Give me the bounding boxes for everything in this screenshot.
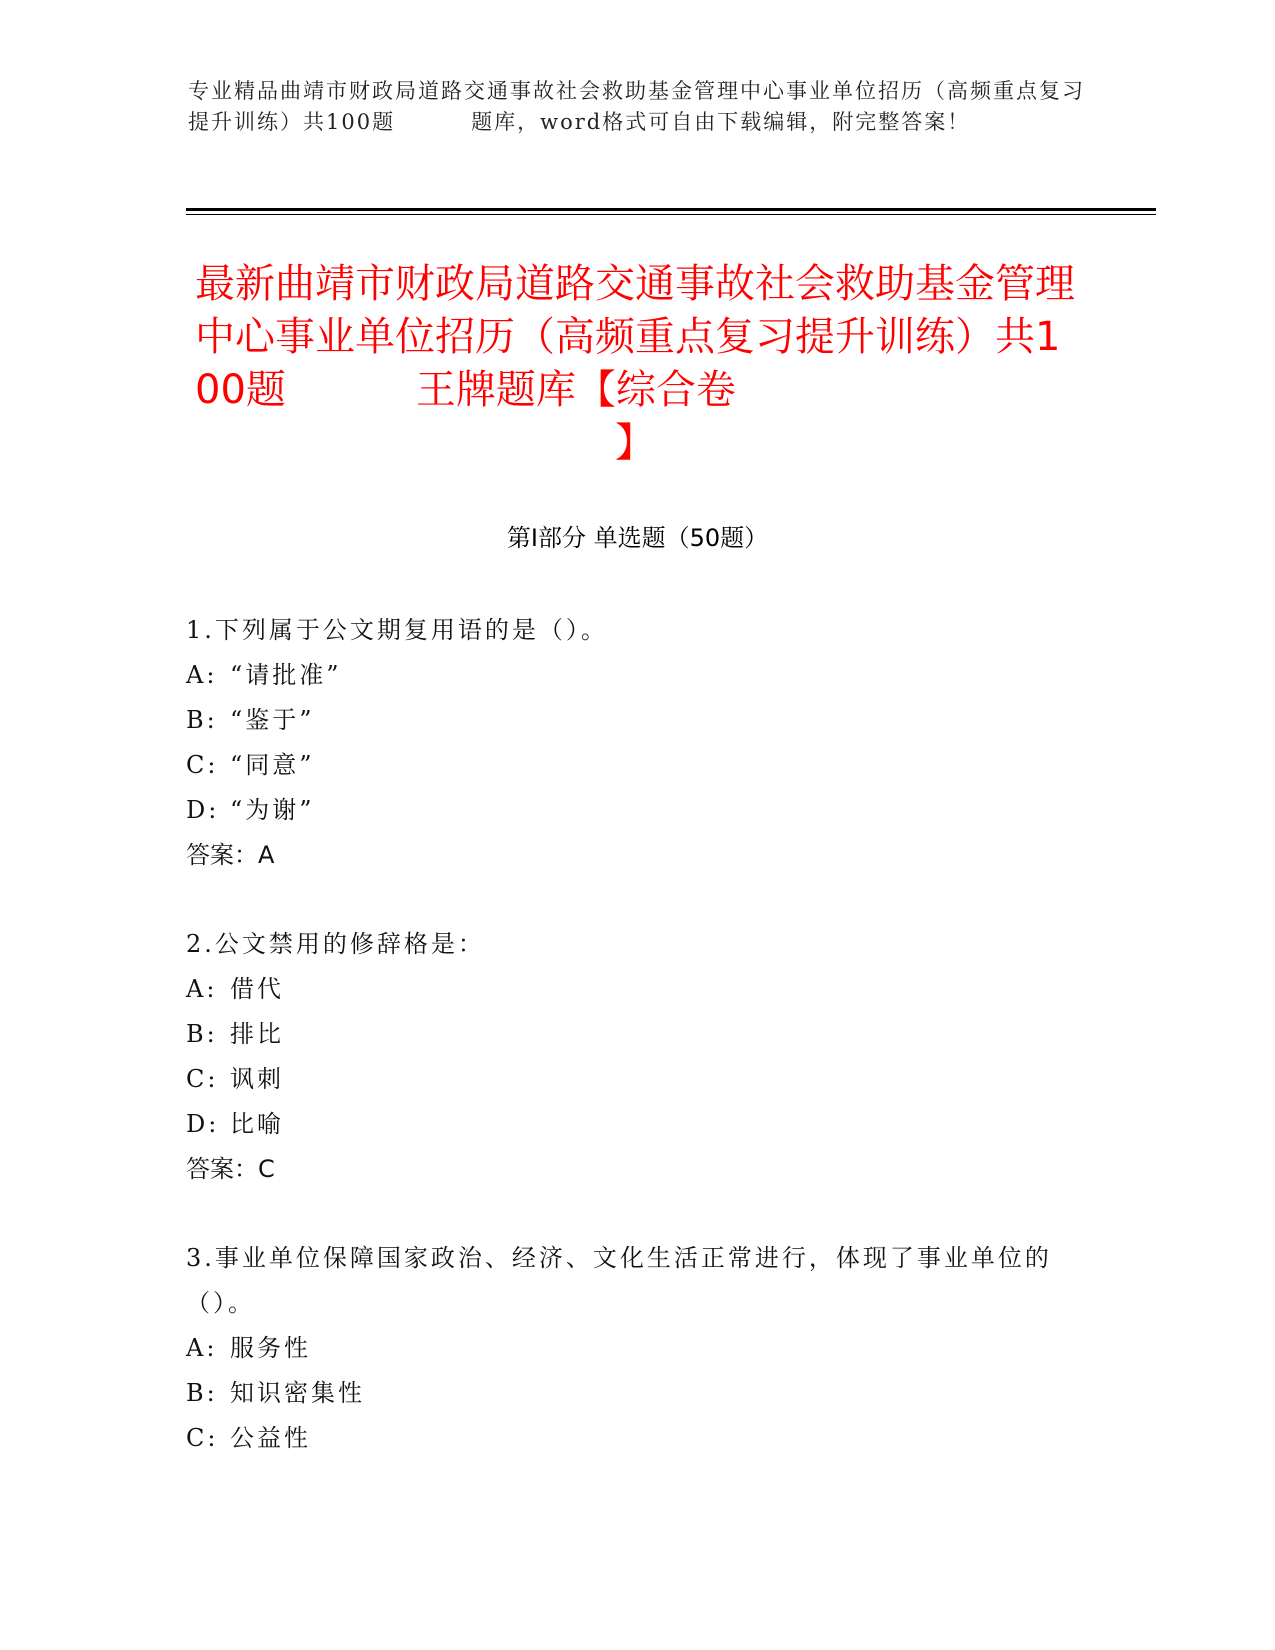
- option-text: “请批准”: [230, 661, 342, 689]
- header-rule-thin: [186, 214, 1156, 215]
- option-label: B:: [186, 1020, 218, 1048]
- option-b: [186, 698, 1066, 743]
- option-d: [186, 1102, 1066, 1147]
- question-2: [186, 922, 1066, 1192]
- document-title: [195, 258, 1075, 470]
- title-part1: 最新曲靖市财政局道路交通事故社会救助基金管理中心事业单位招历（高频重点复习提升训练）共100题: [195, 261, 1075, 413]
- option-label: A:: [186, 661, 218, 689]
- option-text: “为谢”: [230, 796, 315, 824]
- header-text-part1: 专业精品曲靖市财政局道路交通事故社会救助基金管理中心事业单位招历（高频重点复习提升训练）共100题: [188, 79, 1085, 134]
- option-c: [186, 743, 1066, 788]
- option-text: 比喻: [230, 1110, 284, 1138]
- header-rule-thick: [186, 208, 1156, 211]
- question-stem: 3.事业单位保障国家政治、经济、文化生活正常进行，体现了事业单位的（）。: [186, 1244, 1052, 1317]
- option-label: D:: [186, 796, 220, 824]
- option-text: 服务性: [230, 1334, 311, 1362]
- option-c: [186, 1416, 1066, 1461]
- answer: 答案：C: [186, 1155, 275, 1183]
- option-a: [186, 967, 1066, 1012]
- option-c: [186, 1057, 1066, 1102]
- option-text: 借代: [230, 975, 284, 1003]
- option-text: “同意”: [230, 751, 315, 779]
- option-d: [186, 788, 1066, 833]
- option-label: D:: [186, 1110, 220, 1138]
- question-stem: 1.下列属于公文期复用语的是（）。: [186, 616, 608, 644]
- option-label: A:: [186, 975, 218, 1003]
- title-part2: 王牌题库【综合卷: [415, 367, 736, 413]
- option-b: [186, 1012, 1066, 1057]
- option-text: “鉴于”: [230, 706, 315, 734]
- title-part3: 】: [615, 420, 655, 466]
- question-list: [186, 608, 1066, 1505]
- header-text-part2: 题库，word格式可自由下载编辑，附完整答案！: [471, 110, 971, 134]
- option-b: [186, 1371, 1066, 1416]
- question-stem: 2.公文禁用的修辞格是：: [186, 930, 485, 958]
- option-a: [186, 653, 1066, 698]
- option-text: 讽刺: [230, 1065, 284, 1093]
- option-label: B:: [186, 706, 218, 734]
- option-label: A:: [186, 1334, 218, 1362]
- page-header: [188, 76, 1088, 138]
- option-label: C:: [186, 1065, 219, 1093]
- option-label: C:: [186, 1424, 219, 1452]
- option-label: C:: [186, 751, 219, 779]
- option-text: 公益性: [230, 1424, 311, 1452]
- option-label: B:: [186, 1379, 218, 1407]
- question-1: [186, 608, 1066, 878]
- option-a: [186, 1326, 1066, 1371]
- answer: 答案：A: [186, 841, 275, 869]
- option-text: 排比: [230, 1020, 284, 1048]
- option-text: 知识密集性: [230, 1379, 365, 1407]
- section-title: 第Ⅰ部分 单选题（50题）: [506, 524, 769, 552]
- question-3: [186, 1236, 1066, 1461]
